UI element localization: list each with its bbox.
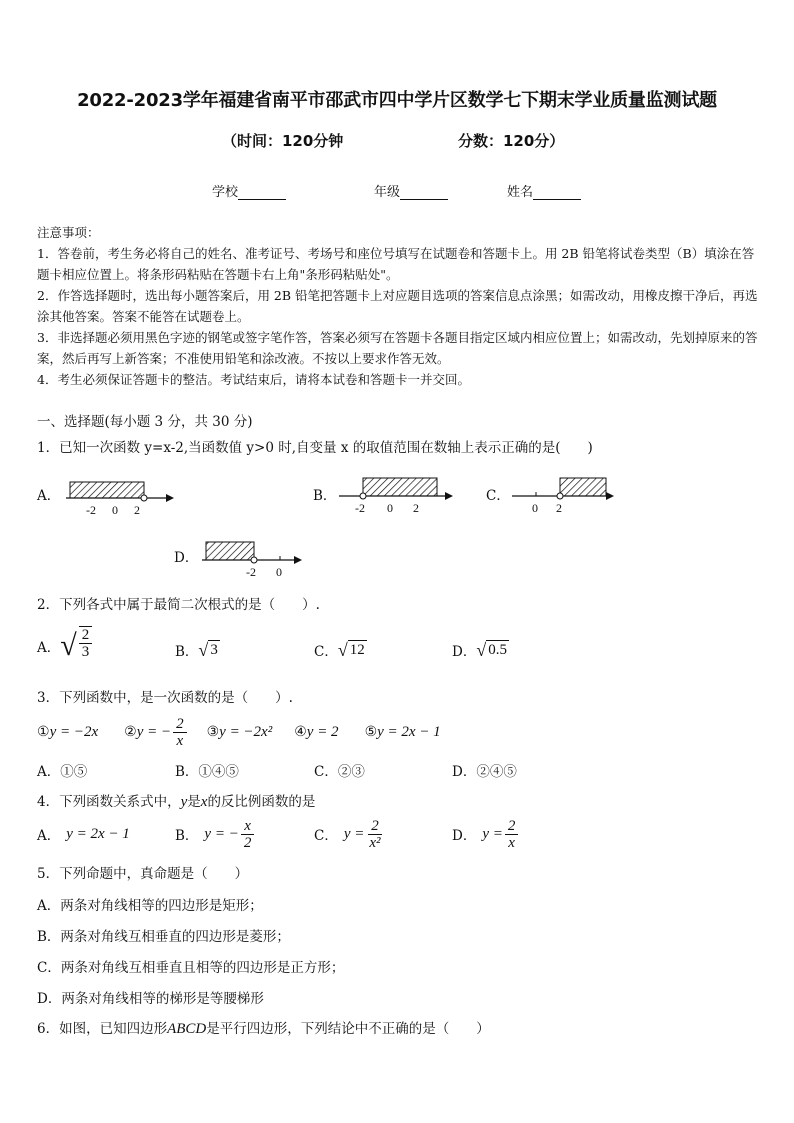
arrow-icon <box>166 494 174 502</box>
q5-stem: 5．下列命题中，真命题是（ ） <box>37 866 249 882</box>
arrow-icon <box>294 556 302 564</box>
school-label: 学校 <box>212 185 239 200</box>
fraction-denominator: 2 <box>243 834 252 851</box>
tick-label: 2 <box>134 503 140 517</box>
fraction-numerator: 2 <box>173 716 187 733</box>
note-item-3: 3．非选择题必须用黑色字迹的钢笔或签字笔作答，答案必须写在答题卡各题目指定区域内相应位置上；如需改动，先划掉原来的答案，然后再写上新答案；不准使用铅笔和涂改液。不按以上要求作答无效。 <box>37 330 758 366</box>
notes-block <box>37 222 759 390</box>
fraction-denominator: x <box>176 732 184 749</box>
tick-label: -2 <box>355 501 365 515</box>
q4-option-a-letter: A． <box>37 828 61 844</box>
shaded-region <box>560 478 606 496</box>
q2-option-d-expr: √ 0.5 <box>476 640 507 660</box>
name-label: 姓名 <box>507 185 534 200</box>
tick-label: 0 <box>276 565 282 579</box>
q1-option-c-numberline <box>508 474 622 520</box>
exam-score: 分数：120分） <box>458 132 565 150</box>
q1-option-b-numberline <box>335 474 461 520</box>
q2-option-c-expr: √ 12 <box>337 640 365 660</box>
q3-option-c[interactable]: C．②③ <box>314 764 365 780</box>
grade-label: 年级 <box>374 185 401 200</box>
f1-expr: y = −2x <box>49 723 99 740</box>
f3-expr: y = −2x² <box>219 723 273 740</box>
q1-option-a-letter[interactable]: A． <box>37 488 61 504</box>
shaded-region <box>363 478 437 496</box>
q2-option-d[interactable] <box>452 640 509 660</box>
open-circle <box>360 493 366 499</box>
q6-stem: 6．如图，已知四边形ABCD是平行四边形，下列结论中不正确的是（ ） <box>37 1021 490 1037</box>
note-item-1: 1．答卷前，考生务必将自己的姓名、准考证号、考场号和座位号填写在试题卷和答题卡上。用 2B 铅笔将试卷类型（B）填涂在答题卡相应位置上。将条形码粘贴在答题卡右上角"条形码粘贴处"。 <box>37 246 755 282</box>
q5-option-d[interactable]: D．两条对角线相等的梯形是等腰梯形 <box>37 991 264 1007</box>
fraction-numerator: x <box>241 818 254 835</box>
q2-option-b-expr: √ 3 <box>198 640 218 660</box>
q2-stem: 2．下列各式中属于最简二次根式的是（ ）. <box>37 597 320 613</box>
open-circle <box>251 557 257 563</box>
school-blank[interactable] <box>238 185 286 200</box>
tick-label: 2 <box>556 501 562 515</box>
q1-option-c-letter[interactable]: C． <box>486 488 510 504</box>
open-circle <box>141 495 147 501</box>
section-heading: 一、选择题(每小题 3 分，共 30 分) <box>37 414 253 430</box>
q4-option-c-letter: C． <box>314 828 338 844</box>
school-field[interactable] <box>212 181 286 200</box>
page-title: 2022-2023学年福建省南平市邵武市四中学片区数学七下期末学业质量监测试题 <box>77 90 717 111</box>
q2-option-d-letter: D． <box>452 644 477 660</box>
f5-expr: y = 2x − 1 <box>377 723 441 740</box>
shaded-region <box>206 542 254 560</box>
grade-blank[interactable] <box>400 185 448 200</box>
q4-option-b[interactable]: B． y = − $\frac{x}{2}$ <box>175 814 256 854</box>
q4-option-b-letter: B． <box>175 828 199 844</box>
q2-option-a-expr <box>60 626 94 666</box>
q1-option-a-numberline <box>62 474 182 520</box>
q1-option-d-letter[interactable]: D． <box>174 550 199 566</box>
q1-option-d-numberline <box>198 538 310 580</box>
note-item-2: 2．作答选择题时，选出每小题答案后，用 2B 铅笔把答题卡上对应题目选项的答案信息点涂黑；如需改动，用橡皮擦干净后，再选涂其他答案。答案不能答在试题卷上。 <box>37 288 758 324</box>
tick-label: 0 <box>112 503 118 517</box>
tick-label: 0 <box>387 501 393 515</box>
tick-label: -2 <box>246 565 256 579</box>
f2-lhs: y = − <box>136 723 172 740</box>
q2-option-b-letter: B． <box>175 644 199 660</box>
q3-option-a[interactable]: A．①⑤ <box>37 764 88 780</box>
q1-option-b-letter[interactable]: B． <box>313 488 337 504</box>
q3-option-d[interactable]: D．②④⑤ <box>452 764 517 780</box>
q4-option-d[interactable]: D． y = $\frac{2}{x}$ <box>452 814 520 854</box>
fraction-numerator: 2 <box>505 818 519 835</box>
q5-option-c[interactable]: C．两条对角线互相垂直且相等的四边形是正方形； <box>37 960 345 976</box>
q3-stem: 3．下列函数中，是一次函数的是（ ）. <box>37 690 293 706</box>
q4-option-a[interactable] <box>37 814 130 854</box>
q4-stem: 4．下列函数关系式中，y是x的反比例函数的是 <box>37 794 316 810</box>
q5-option-b[interactable]: B．两条对角线互相垂直的四边形是菱形； <box>37 929 290 945</box>
f1-label: ① <box>37 724 50 740</box>
q2-option-c[interactable] <box>314 640 367 660</box>
q2-option-a-letter: A． <box>37 640 61 656</box>
q2-option-b[interactable] <box>175 640 220 660</box>
arrow-icon <box>445 492 453 500</box>
radical-sign: √ <box>60 629 77 662</box>
radical-sign: √ <box>476 640 487 660</box>
fraction-numerator: 2 <box>79 627 93 644</box>
grade-field[interactable] <box>374 181 448 200</box>
fraction-denominator: x <box>508 834 515 851</box>
fraction-numerator: 2 <box>368 818 382 835</box>
radical-sign: √ <box>337 640 348 660</box>
q4-option-a-expr: y = 2x − 1 <box>66 825 130 842</box>
open-circle <box>557 493 563 499</box>
f3-label: ③ <box>206 724 220 740</box>
note-item-4: 4．考生必须保证答题卡的整洁。考试结束后，请将本试卷和答题卡一并交回。 <box>37 372 470 387</box>
q5-option-a[interactable]: A．两条对角线相等的四边形是矩形； <box>37 898 263 914</box>
shaded-region <box>70 482 144 498</box>
q3-functions <box>37 712 441 752</box>
fraction-denominator: x² <box>369 834 381 851</box>
q4-option-d-letter: D． <box>452 828 477 844</box>
arrow-icon <box>606 492 614 500</box>
q3-option-b[interactable]: B．①④⑤ <box>175 764 239 780</box>
q2-option-c-letter: C． <box>314 644 338 660</box>
tick-label: 0 <box>532 501 538 515</box>
q2-option-a[interactable] <box>37 626 94 666</box>
name-field[interactable] <box>507 181 581 200</box>
name-blank[interactable] <box>533 185 581 200</box>
tick-label: -2 <box>86 503 96 517</box>
q4-option-c[interactable]: C． y = $\frac{2}{\text{x²}}$ <box>314 814 386 854</box>
f4-expr: y = 2 <box>306 723 339 740</box>
notes-heading: 注意事项： <box>37 225 100 240</box>
q1-stem: 1．已知一次函数 y=x-2,当函数值 y>0 时,自变量 x 的取值范围在数轴上表示正确的是( ) <box>37 440 593 456</box>
f2-label: ② <box>124 724 137 740</box>
exam-time: （时间：120分钟 <box>222 132 344 150</box>
tick-label: 2 <box>413 501 419 515</box>
radical-sign: √ <box>198 640 209 660</box>
f5-label: ⑤ <box>364 724 378 740</box>
fraction-denominator: 3 <box>81 644 90 660</box>
f4-label: ④ <box>294 724 307 740</box>
